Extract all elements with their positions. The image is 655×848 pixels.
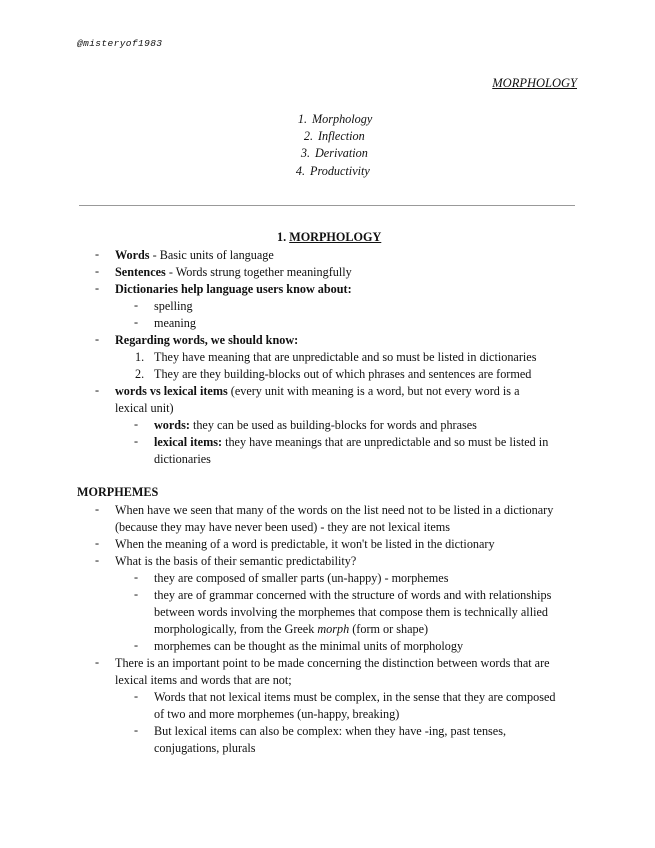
bullet-dash: -	[95, 536, 100, 550]
definition: (every unit with meaning is a word, but not every word is a	[227, 384, 520, 398]
toc-item-number: 1.	[297, 112, 307, 126]
morphemes-paragraph-3: What is the basis of their semantic predictability?	[115, 554, 357, 568]
section-number: 1.	[277, 230, 287, 244]
definition: - Words strung together meaningfully	[165, 265, 352, 279]
bullet-dash: -	[95, 655, 100, 669]
bullet-dash: -	[134, 434, 139, 448]
bullet-dash: -	[134, 315, 139, 329]
term: lexical items:	[154, 435, 223, 449]
term: Words	[115, 248, 150, 262]
bullet-dash: -	[95, 553, 100, 567]
toc-item-label: Inflection	[318, 129, 365, 144]
toc-item	[0, 163, 655, 180]
morphemes-paragraph-4: There is an important point to be made concerning the distinction between words that are	[115, 656, 550, 670]
toc-item-label: Productivity	[310, 163, 370, 178]
section-title: MORPHOLOGY	[289, 230, 382, 244]
toc-item-number: 2.	[303, 129, 313, 144]
toc-item	[0, 145, 655, 162]
sub-item-continuation: dictionaries	[154, 452, 211, 466]
bullet-dash: -	[95, 502, 100, 516]
bullet-words-vs-lexical	[115, 383, 519, 400]
bullet-dash: -	[95, 247, 100, 261]
morphemes-paragraph-1: When have we seen that many of the words on the list need not to be listed in a dictionary	[115, 503, 554, 517]
italic-term: morph	[317, 622, 350, 636]
table-of-contents	[0, 111, 655, 180]
sub-item-spelling: spelling	[154, 299, 193, 313]
term: words:	[154, 418, 190, 432]
bullet-dictionaries: Dictionaries help language users know about:	[115, 282, 352, 296]
sub-item-continuation	[154, 621, 428, 638]
sub-item: they are composed of smaller parts (un-happy) - morphemes	[154, 571, 449, 585]
document-title: MORPHOLOGY	[492, 76, 577, 90]
bullet-dash: -	[134, 587, 139, 601]
bullet-dash: -	[134, 638, 139, 652]
morphemes-paragraph-2: When the meaning of a word is predictable, it won't be listed in the dictionary	[115, 537, 495, 551]
section-heading	[277, 230, 381, 245]
sub-item-continuation: of two and more morphemes (un-happy, breaking)	[154, 707, 400, 721]
bullet-dash: -	[95, 281, 100, 295]
bullet-dash: -	[134, 417, 139, 431]
bullet-dash: -	[95, 332, 100, 346]
bullet-dash: -	[95, 383, 100, 397]
sub-item: morphemes can be thought as the minimal units of morphology	[154, 639, 464, 653]
bullet-dash: -	[95, 264, 100, 278]
definition: they can be used as building-blocks for words and phrases	[189, 418, 477, 432]
paragraph-continuation: lexical items and words that are not;	[115, 673, 292, 687]
sub-item: But lexical items can also be complex: when they have -ing, past tenses,	[154, 724, 506, 738]
paragraph-continuation: (because they may have never been used) - they are not lexical items	[115, 520, 451, 534]
numbered-item-number: 1.	[135, 350, 145, 364]
bullet-dash: -	[134, 723, 139, 737]
definition: they have meanings that are unpredictable and so must be listed in	[222, 435, 549, 449]
sub-item-meaning: meaning	[154, 316, 196, 330]
author-watermark: @misteryof1983	[77, 38, 163, 49]
sub-item-lexical-items	[154, 434, 548, 451]
toc-item-number: 3.	[300, 146, 310, 161]
numbered-item: They are they building-blocks out of which phrases and sentences are formed	[154, 367, 532, 381]
toc-item-label: Morphology	[312, 112, 373, 126]
bullet-dash: -	[134, 570, 139, 584]
numbered-item: They have meaning that are unpredictable and so must be listed in dictionaries	[154, 350, 537, 364]
toc-item	[0, 128, 655, 145]
toc-item-label: Derivation	[315, 146, 368, 161]
sub-item-continuation: conjugations, plurals	[154, 741, 256, 755]
bullet-regarding: Regarding words, we should know:	[115, 333, 299, 347]
sub-item-words	[154, 417, 477, 434]
bullet-dash: -	[134, 689, 139, 703]
term: Sentences	[115, 265, 166, 279]
toc-item	[0, 111, 655, 128]
toc-item-number: 4.	[295, 163, 305, 178]
bullet-dash: -	[134, 298, 139, 312]
text: (form or shape)	[349, 622, 429, 636]
term: words vs lexical items	[115, 384, 228, 398]
morphemes-heading: MORPHEMES	[77, 485, 159, 499]
sub-item-continuation: between words involving the morphemes that compose them is technically allied	[154, 605, 548, 619]
sub-item: they are of grammar concerned with the structure of words and with relationships	[154, 588, 552, 602]
definition: - Basic units of language	[149, 248, 274, 262]
bullet-words	[115, 247, 274, 264]
numbered-item-number: 2.	[135, 367, 145, 381]
text: morphologically, from the Greek	[154, 622, 318, 636]
bullet-sentences	[115, 264, 352, 281]
sub-item: Words that not lexical items must be complex, in the sense that they are composed	[154, 690, 556, 704]
horizontal-divider	[79, 205, 575, 206]
bullet-continuation: lexical unit)	[115, 401, 174, 415]
